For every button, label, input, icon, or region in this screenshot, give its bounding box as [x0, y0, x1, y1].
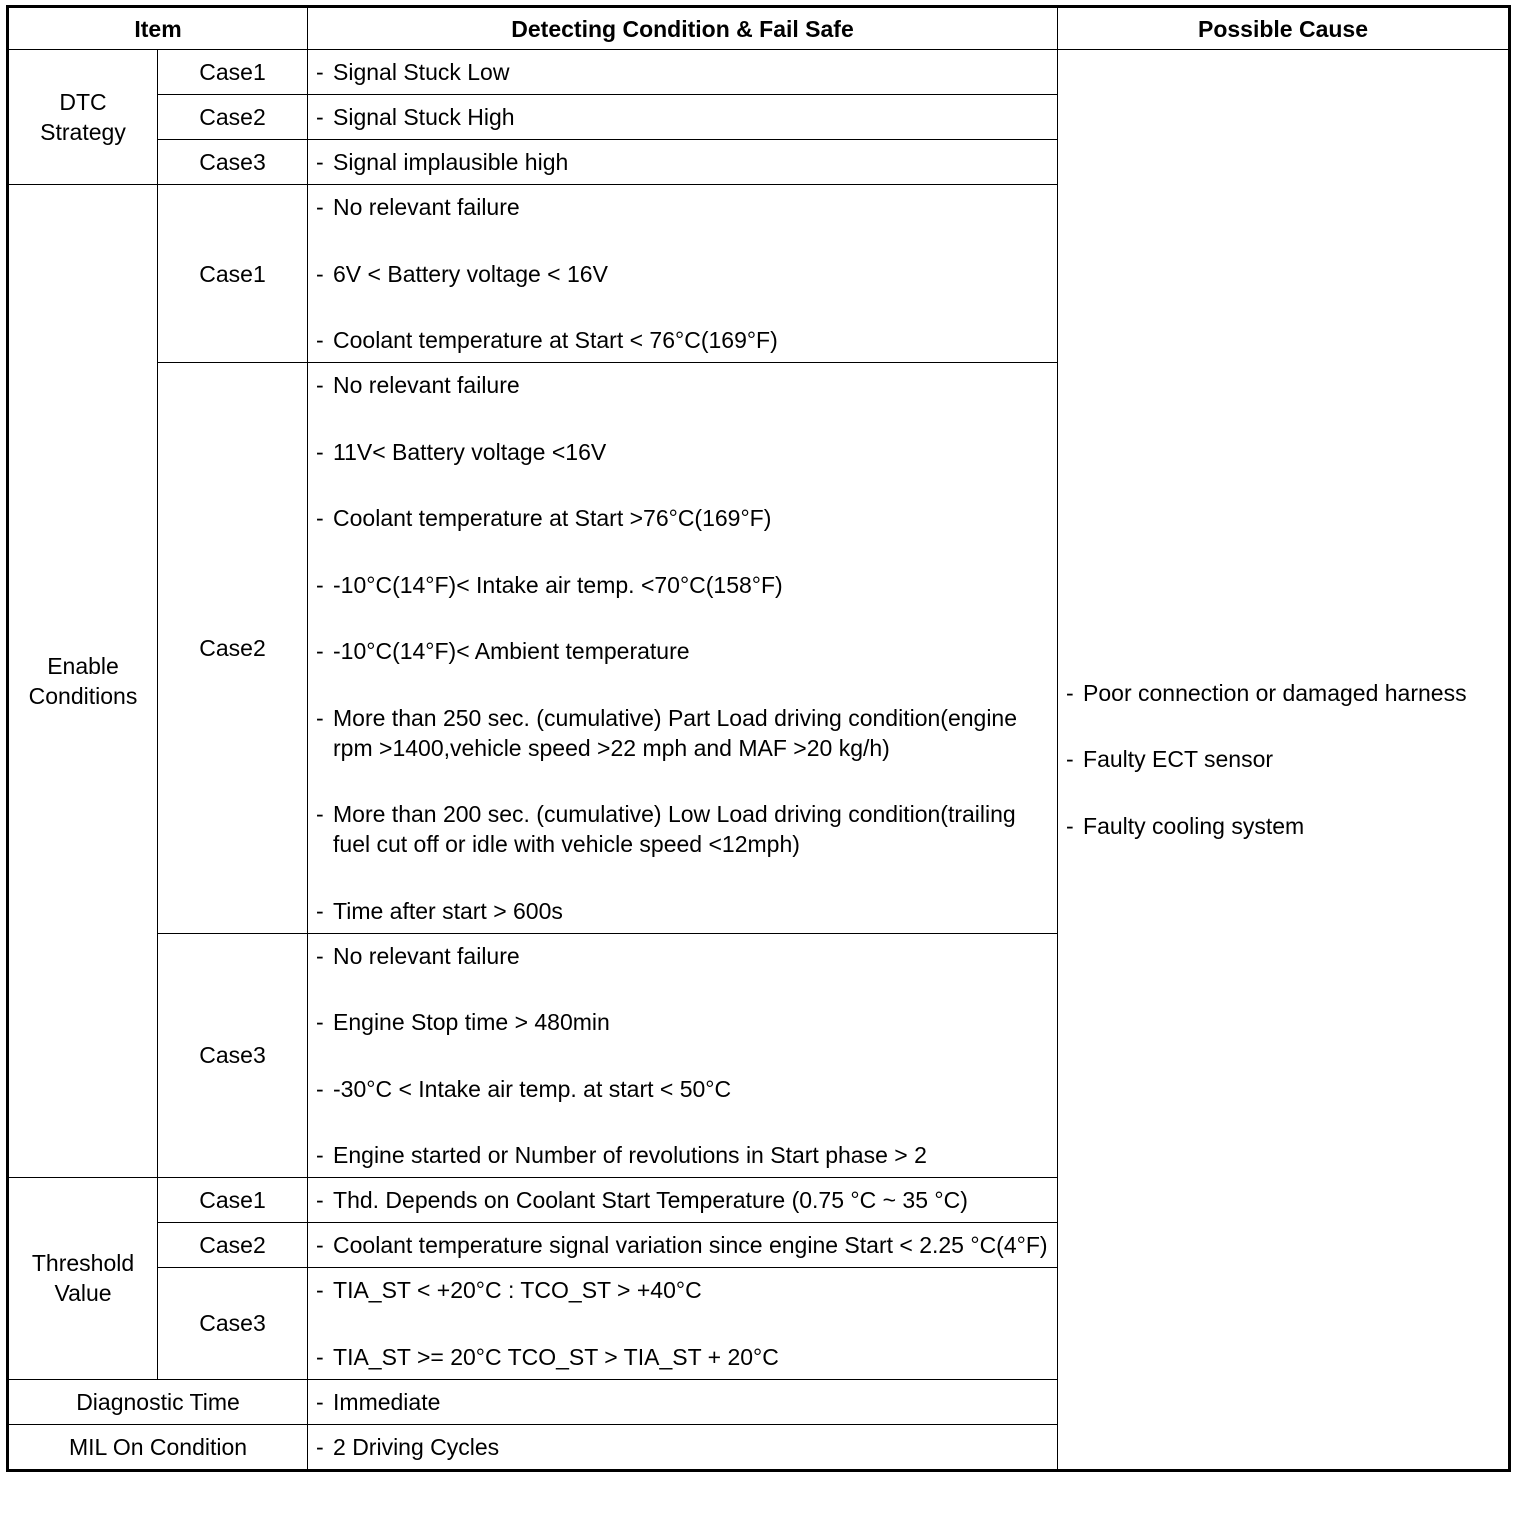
list-item: - Coolant temperature at Start < 76°C(169°F): [316, 325, 1051, 355]
enable-case2-label: Case2: [158, 363, 308, 934]
list-item: - Engine started or Number of revolutions in Start phase > 2: [316, 1140, 1051, 1170]
list-item: - No relevant failure: [316, 941, 1051, 971]
list-item: - Immediate: [316, 1387, 1051, 1417]
list-item: - No relevant failure: [316, 192, 1051, 222]
threshold-case3-label: Case3: [158, 1268, 308, 1380]
list-item: - Coolant temperature at Start >76°C(169°F): [316, 503, 1051, 533]
diagnostic-spec-table: [6, 5, 1511, 1472]
mil-on-condition-value: [308, 1424, 1058, 1470]
list-item: - More than 200 sec. (cumulative) Low Load driving condition(trailing fuel cut off or idle with vehicle speed <12mph): [316, 799, 1051, 859]
list-item: - Signal implausible high: [316, 147, 1051, 177]
dtc-case2-label: Case2: [158, 95, 308, 140]
list-item: - Faulty ECT sensor: [1066, 744, 1502, 774]
list-item: - -30°C < Intake air temp. at start < 50°C: [316, 1074, 1051, 1104]
list-item: - TIA_ST >= 20°C TCO_ST > TIA_ST + 20°C: [316, 1342, 1051, 1372]
enable-case1-conditions: [308, 185, 1058, 363]
diagnostic-time-value: [308, 1379, 1058, 1424]
dtc-case2-condition: [308, 95, 1058, 140]
list-item: - Coolant temperature signal variation since engine Start < 2.25 °C(4°F): [316, 1230, 1051, 1260]
dtc-case3-condition: [308, 140, 1058, 185]
threshold-value-label: Threshold Value: [8, 1178, 158, 1380]
list-item: - Time after start > 600s: [316, 896, 1051, 926]
threshold-case1-condition: [308, 1178, 1058, 1223]
dtc-case1-condition: [308, 50, 1058, 95]
threshold-case3-conditions: [308, 1268, 1058, 1380]
header-item: Item: [8, 7, 308, 50]
table-row: [8, 50, 1510, 95]
enable-conditions-label: Enable Conditions: [8, 185, 158, 1178]
list-item: - -10°C(14°F)< Intake air temp. <70°C(158°F): [316, 570, 1051, 600]
list-item: - TIA_ST < +20°C : TCO_ST > +40°C: [316, 1275, 1051, 1305]
list-item: - Faulty cooling system: [1066, 811, 1502, 841]
possible-cause-cell: [1058, 50, 1510, 1471]
list-item: - More than 250 sec. (cumulative) Part Load driving condition(engine rpm >1400,vehicle speed >22 mph and MAF >20 kg/h): [316, 703, 1051, 763]
threshold-case1-label: Case1: [158, 1178, 308, 1223]
enable-case2-conditions: [308, 363, 1058, 934]
list-item: - Signal Stuck High: [316, 102, 1051, 132]
threshold-case2-condition: [308, 1223, 1058, 1268]
mil-on-condition-label: MIL On Condition: [8, 1424, 308, 1470]
dtc-case1-label: Case1: [158, 50, 308, 95]
table-header-row: [8, 7, 1510, 50]
enable-case3-conditions: [308, 933, 1058, 1178]
list-item: - 2 Driving Cycles: [316, 1432, 1051, 1462]
dtc-case3-label: Case3: [158, 140, 308, 185]
list-item: - 11V< Battery voltage <16V: [316, 437, 1051, 467]
enable-case1-label: Case1: [158, 185, 308, 363]
list-item: - Signal Stuck Low: [316, 57, 1051, 87]
list-item: - 6V < Battery voltage < 16V: [316, 259, 1051, 289]
list-item: - Thd. Depends on Coolant Start Temperature (0.75 °C ~ 35 °C): [316, 1185, 1051, 1215]
list-item: - Engine Stop time > 480min: [316, 1007, 1051, 1037]
header-detecting-condition: Detecting Condition & Fail Safe: [308, 7, 1058, 50]
list-item: - -10°C(14°F)< Ambient temperature: [316, 636, 1051, 666]
threshold-case2-label: Case2: [158, 1223, 308, 1268]
header-possible-cause: Possible Cause: [1058, 7, 1510, 50]
enable-case3-label: Case3: [158, 933, 308, 1178]
dtc-strategy-label: DTC Strategy: [8, 50, 158, 185]
list-item: - No relevant failure: [316, 370, 1051, 400]
diagnostic-time-label: Diagnostic Time: [8, 1379, 308, 1424]
list-item: - Poor connection or damaged harness: [1066, 678, 1502, 708]
